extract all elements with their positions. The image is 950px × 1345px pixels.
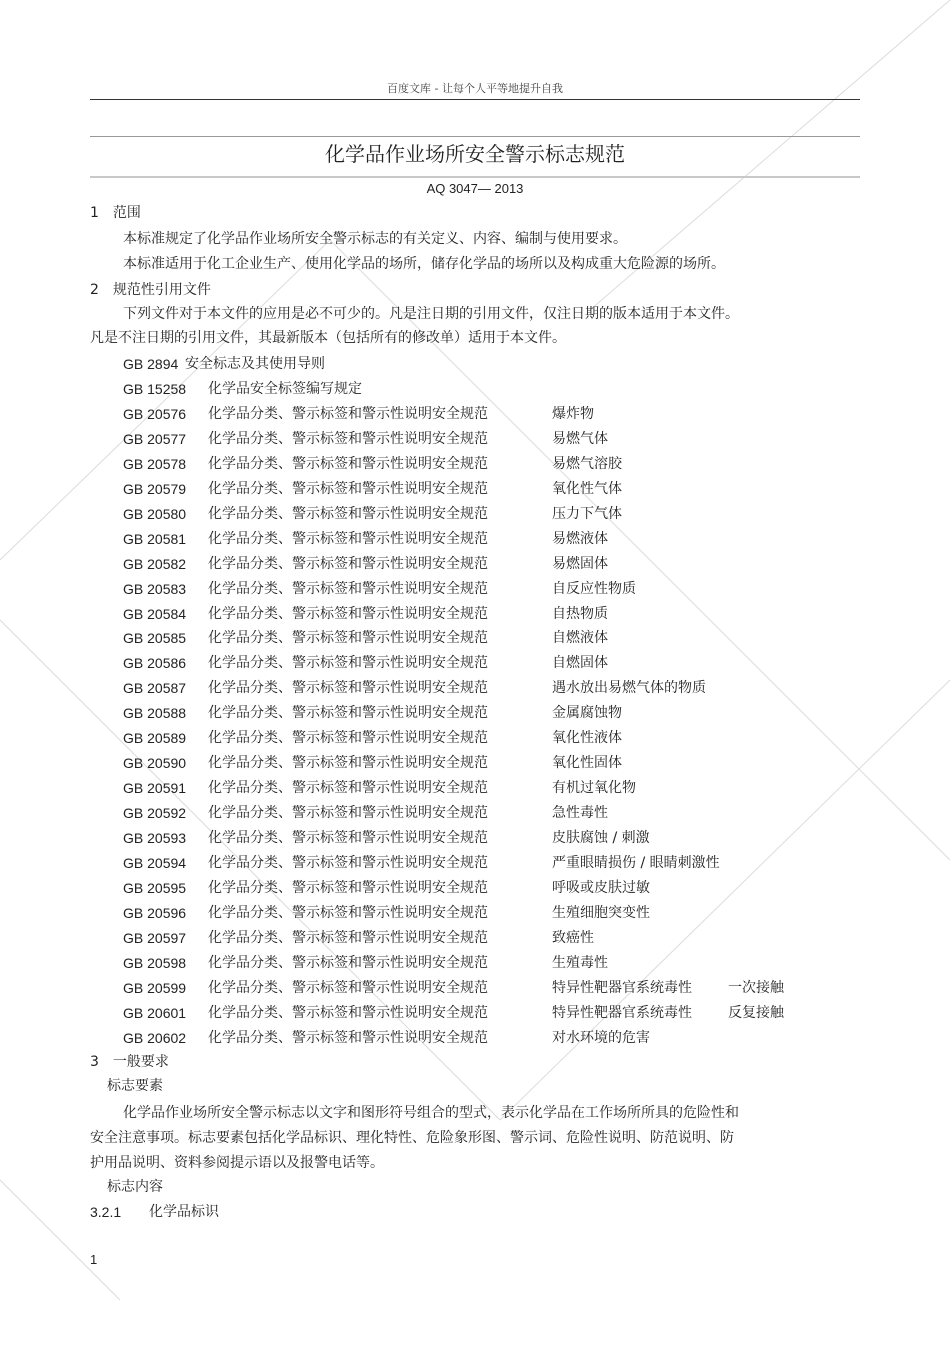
- reference-title: 化学品分类、警示标签和警示性说明安全规范: [208, 1030, 488, 1046]
- section-3-2-1-number: 3.2.1: [90, 1204, 122, 1220]
- reference-title: 化学品分类、警示标签和警示性说明安全规范: [208, 980, 488, 996]
- page-header: 百度文库 - 让每个人平等地提升自我: [387, 82, 563, 95]
- reference-title: 化学品分类、警示标签和警示性说明安全规范: [208, 805, 488, 821]
- reference-subtitle: 氧化性液体: [552, 730, 622, 746]
- reference-code: GB 20593: [123, 830, 187, 846]
- reference-code: GB 20583: [123, 581, 187, 597]
- reference-title: 化学品分类、警示标签和警示性说明安全规范: [208, 730, 488, 746]
- reference-title: 化学品分类、警示标签和警示性说明安全规范: [208, 780, 488, 796]
- reference-subtitle: 易燃气体: [552, 431, 608, 447]
- section-3-sub-1: 标志要素: [107, 1078, 163, 1094]
- reference-code: GB 20592: [123, 805, 187, 821]
- reference-code: GB 20585: [123, 630, 187, 646]
- reference-code: GB 20576: [123, 406, 187, 422]
- reference-subtitle: 遇水放出易燃气体的物质: [552, 680, 706, 696]
- section-3-2-1-title: 化学品标识: [149, 1204, 219, 1220]
- reference-title: 化学品分类、警示标签和警示性说明安全规范: [208, 655, 488, 671]
- reference-code: GB 20582: [123, 556, 187, 572]
- reference-subtitle: 易燃液体: [552, 531, 608, 547]
- reference-subtitle: 特异性靶器官系统毒性: [552, 980, 692, 996]
- reference-code: GB 20578: [123, 456, 187, 472]
- section-3-paragraph-line-3: 护用品说明、资料参阅提示语以及报警电话等。: [90, 1155, 384, 1171]
- reference-code: GB 2894: [123, 356, 179, 372]
- section-2-paragraph-line-2: 凡是不注日期的引用文件，其最新版本（包括所有的修改单）适用于本文件。: [90, 330, 566, 346]
- reference-code: GB 20591: [123, 780, 187, 796]
- reference-title: 化学品分类、警示标签和警示性说明安全规范: [208, 456, 488, 472]
- reference-subtitle: 致癌性: [552, 930, 594, 946]
- reference-title: 化学品分类、警示标签和警示性说明安全规范: [208, 855, 488, 871]
- reference-subtitle-2: 反复接触: [728, 1005, 784, 1021]
- reference-code: GB 20590: [123, 755, 187, 771]
- section-3-heading: 3 一般要求: [90, 1054, 169, 1070]
- reference-code: GB 20586: [123, 655, 187, 671]
- reference-code: GB 20594: [123, 855, 187, 871]
- reference-subtitle: 爆炸物: [552, 406, 594, 422]
- reference-subtitle: 呼吸或皮肤过敏: [552, 880, 650, 896]
- reference-title: 化学品分类、警示标签和警示性说明安全规范: [208, 431, 488, 447]
- reference-subtitle: 急性毒性: [552, 805, 608, 821]
- reference-subtitle: 特异性靶器官系统毒性: [552, 1005, 692, 1021]
- section-1-paragraph-2: 本标准适用于化工企业生产、使用化学品的场所，储存化学品的场所以及构成重大危险源的场所。: [123, 256, 725, 272]
- reference-subtitle: 金属腐蚀物: [552, 705, 622, 721]
- reference-code: GB 20584: [123, 606, 187, 622]
- reference-code: GB 20577: [123, 431, 187, 447]
- section-2-heading: 2 规范性引用文件: [90, 282, 211, 298]
- title-top-rule: [90, 136, 860, 137]
- reference-title: 化学品分类、警示标签和警示性说明安全规范: [208, 880, 488, 896]
- page-number: 1: [90, 1252, 98, 1267]
- reference-title: 化学品分类、警示标签和警示性说明安全规范: [208, 1005, 488, 1021]
- reference-code: GB 20580: [123, 506, 187, 522]
- document-title: 化学品作业场所安全警示标志规范: [325, 142, 625, 166]
- reference-subtitle: 自燃液体: [552, 630, 608, 646]
- reference-subtitle: 易燃固体: [552, 556, 608, 572]
- header-divider: [90, 99, 860, 100]
- reference-code: GB 20589: [123, 730, 187, 746]
- reference-subtitle: 皮肤腐蚀 / 刺激: [552, 830, 650, 846]
- reference-title: 化学品分类、警示标签和警示性说明安全规范: [208, 930, 488, 946]
- reference-title: 化学品分类、警示标签和警示性说明安全规范: [208, 705, 488, 721]
- reference-subtitle: 自反应性物质: [552, 581, 636, 597]
- reference-code: GB 20588: [123, 705, 187, 721]
- reference-subtitle: 压力下气体: [552, 506, 622, 522]
- reference-title: 化学品分类、警示标签和警示性说明安全规范: [208, 630, 488, 646]
- reference-title: 化学品分类、警示标签和警示性说明安全规范: [208, 531, 488, 547]
- reference-title: 化学品分类、警示标签和警示性说明安全规范: [208, 905, 488, 921]
- reference-title: 化学品分类、警示标签和警示性说明安全规范: [208, 556, 488, 572]
- reference-code: GB 15258: [123, 381, 187, 397]
- reference-title: 化学品安全标签编写规定: [208, 381, 362, 397]
- reference-subtitle: 严重眼睛损伤 / 眼睛刺激性: [552, 855, 720, 871]
- reference-title: 化学品分类、警示标签和警示性说明安全规范: [208, 606, 488, 622]
- reference-code: GB 20597: [123, 930, 187, 946]
- standard-code: AQ 3047— 2013: [426, 181, 524, 196]
- reference-code: GB 20587: [123, 680, 187, 696]
- reference-subtitle: 自热物质: [552, 606, 608, 622]
- reference-code: GB 20601: [123, 1005, 187, 1021]
- reference-code: GB 20598: [123, 955, 187, 971]
- reference-code: GB 20596: [123, 905, 187, 921]
- reference-code: GB 20595: [123, 880, 187, 896]
- reference-subtitle: 生殖细胞突变性: [552, 905, 650, 921]
- reference-subtitle: 有机过氧化物: [552, 780, 636, 796]
- section-3-sub-2: 标志内容: [107, 1179, 163, 1195]
- section-2-paragraph-line-1: 下列文件对于本文件的应用是必不可少的。凡是注日期的引用文件，仅注日期的版本适用于本文件。: [123, 306, 739, 322]
- section-3-paragraph-line-2: 安全注意事项。标志要素包括化学品标识、理化特性、危险象形图、警示词、危险性说明、防范说明、防: [90, 1130, 734, 1146]
- reference-title: 化学品分类、警示标签和警示性说明安全规范: [208, 406, 488, 422]
- reference-code: GB 20579: [123, 481, 187, 497]
- reference-title: 化学品分类、警示标签和警示性说明安全规范: [208, 581, 488, 597]
- reference-title: 化学品分类、警示标签和警示性说明安全规范: [208, 830, 488, 846]
- section-1-heading: 1 范围: [90, 205, 141, 221]
- reference-code: GB 20599: [123, 980, 187, 996]
- section-1-paragraph-1: 本标准规定了化学品作业场所安全警示标志的有关定义、内容、编制与使用要求。: [123, 231, 627, 247]
- reference-title: 化学品分类、警示标签和警示性说明安全规范: [208, 755, 488, 771]
- reference-subtitle: 氧化性气体: [552, 481, 622, 497]
- reference-subtitle-2: 一次接触: [728, 980, 784, 996]
- reference-subtitle: 易燃气溶胶: [552, 456, 622, 472]
- reference-subtitle: 氧化性固体: [552, 755, 622, 771]
- section-3-paragraph-line-1: 化学品作业场所安全警示标志以文字和图形符号组合的型式，表示化学品在工作场所所具的危险性和: [123, 1105, 739, 1121]
- reference-title: 化学品分类、警示标签和警示性说明安全规范: [208, 481, 488, 497]
- reference-code: GB 20581: [123, 531, 187, 547]
- reference-title: 安全标志及其使用导则: [185, 356, 325, 372]
- reference-title: 化学品分类、警示标签和警示性说明安全规范: [208, 680, 488, 696]
- title-bottom-rule: [90, 176, 860, 178]
- reference-subtitle: 对水环境的危害: [552, 1030, 650, 1046]
- reference-subtitle: 生殖毒性: [552, 955, 608, 971]
- reference-title: 化学品分类、警示标签和警示性说明安全规范: [208, 506, 488, 522]
- reference-title: 化学品分类、警示标签和警示性说明安全规范: [208, 955, 488, 971]
- reference-subtitle: 自燃固体: [552, 655, 608, 671]
- reference-code: GB 20602: [123, 1030, 187, 1046]
